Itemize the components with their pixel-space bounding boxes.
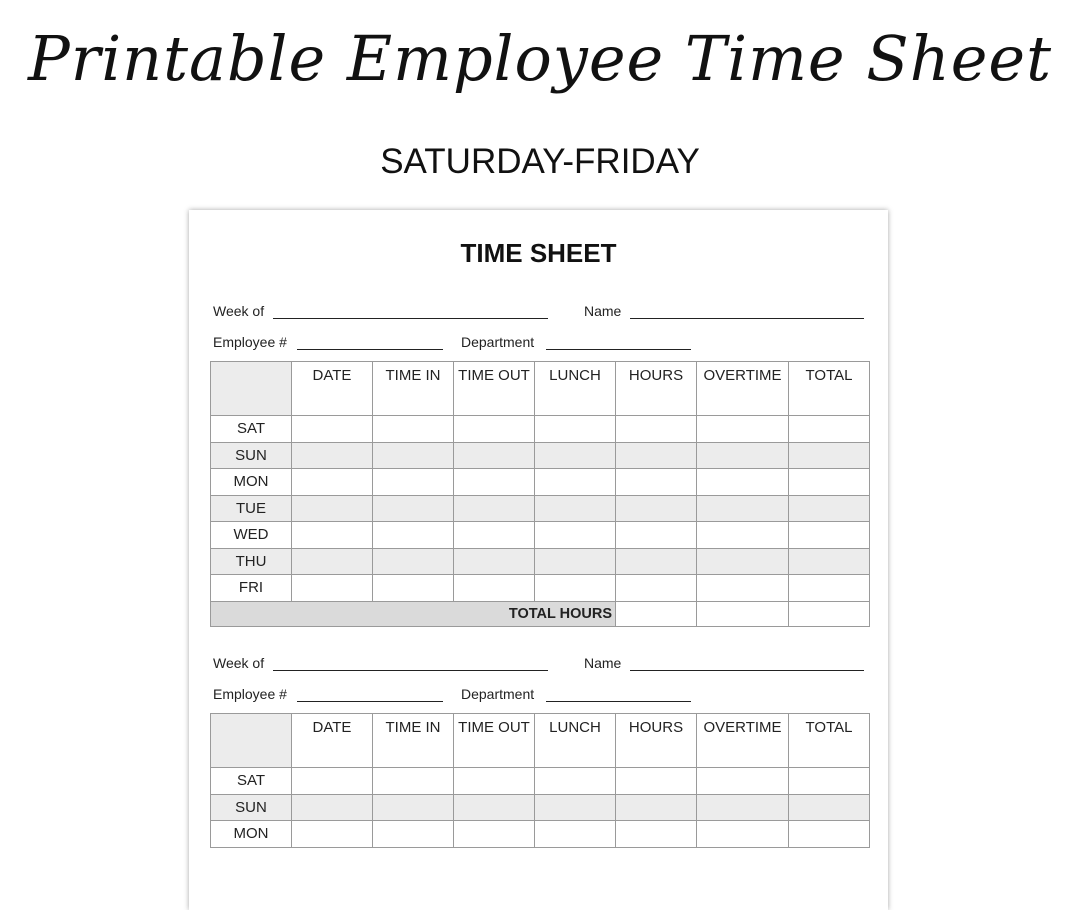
table-cell[interactable] [616,469,697,496]
row-day-label: TUE [211,495,292,522]
table-cell[interactable] [616,575,697,602]
table-cell[interactable] [789,522,870,549]
table-cell[interactable] [789,416,870,443]
timesheet-table [210,713,870,848]
table-cell[interactable] [789,469,870,496]
table-cell[interactable] [373,442,454,469]
table-cell[interactable] [454,768,535,795]
table-cell[interactable] [789,794,870,821]
name-field[interactable] [630,670,864,671]
table-cell[interactable] [697,794,789,821]
employee-number-label: Employee # [213,686,287,702]
column-header-overtime: OVERTIME [697,714,789,768]
table-cell[interactable] [454,522,535,549]
table-cell[interactable] [697,495,789,522]
column-header-lunch: LUNCH [535,362,616,416]
table-cell[interactable] [616,522,697,549]
table-cell[interactable] [373,469,454,496]
name-label: Name [584,303,622,319]
column-header-total: TOTAL [789,714,870,768]
table-cell[interactable] [789,495,870,522]
row-day-label: SUN [211,442,292,469]
table-cell[interactable] [697,416,789,443]
table-row [211,768,870,795]
table-cell[interactable] [292,522,373,549]
column-header-total: TOTAL [789,362,870,416]
table-cell[interactable] [535,469,616,496]
table-row [211,416,870,443]
column-header-time-out: TIME OUT [454,362,535,416]
table-cell[interactable] [292,495,373,522]
table-cell[interactable] [292,469,373,496]
table-cell[interactable] [454,821,535,848]
name-field[interactable] [630,318,864,319]
table-cell[interactable] [373,522,454,549]
total-hours-label: TOTAL HOURS [211,601,616,626]
row-day-label: SAT [211,768,292,795]
department-label: Department [461,686,535,702]
column-header-date: DATE [292,362,373,416]
table-cell[interactable] [789,575,870,602]
column-header-overtime: OVERTIME [697,362,789,416]
page-title: Printable Employee Time Sheet [28,22,1052,95]
table-cell[interactable] [535,768,616,795]
column-header-date: DATE [292,714,373,768]
row-day-label: THU [211,548,292,575]
table-cell[interactable] [535,442,616,469]
table-cell[interactable] [616,768,697,795]
table-cell[interactable] [373,768,454,795]
table-cell[interactable] [535,548,616,575]
table-cell[interactable] [535,794,616,821]
table-row [211,548,870,575]
table-cell[interactable] [373,416,454,443]
column-header-lunch: LUNCH [535,714,616,768]
table-cell[interactable] [454,495,535,522]
timesheet-page [189,210,888,910]
employee-number-field[interactable] [297,349,443,350]
table-cell[interactable] [789,442,870,469]
table-cell[interactable] [697,522,789,549]
table-cell[interactable] [292,575,373,602]
table-cell[interactable] [616,548,697,575]
table-cell[interactable] [697,469,789,496]
week-of-field[interactable] [273,318,548,319]
table-cell[interactable] [454,548,535,575]
table-row [211,522,870,549]
table-cell[interactable] [535,522,616,549]
row-day-label: SUN [211,794,292,821]
table-cell[interactable] [697,442,789,469]
table-cell[interactable] [697,821,789,848]
department-field[interactable] [546,349,691,350]
week-of-field[interactable] [273,670,548,671]
table-cell[interactable] [697,575,789,602]
table-cell[interactable] [697,768,789,795]
table-header-row [211,714,870,768]
header-corner-cell [211,714,292,768]
table-cell[interactable] [373,794,454,821]
table-cell[interactable] [292,442,373,469]
table-cell[interactable] [454,442,535,469]
table-cell[interactable] [697,548,789,575]
header-corner-cell [211,362,292,416]
name-label: Name [584,655,622,671]
row-day-label: FRI [211,575,292,602]
table-row [211,469,870,496]
row-day-label: WED [211,522,292,549]
total-total-cell[interactable] [789,601,870,626]
table-row [211,794,870,821]
table-cell[interactable] [535,821,616,848]
sheet-title: TIME SHEET [460,238,617,268]
table-cell[interactable] [373,495,454,522]
table-row [211,575,870,602]
timesheet-table [210,361,870,627]
table-cell[interactable] [535,575,616,602]
table-row [211,442,870,469]
table-row [211,821,870,848]
week-of-label: Week of [213,655,265,671]
column-header-hours: HOURS [616,362,697,416]
row-day-label: MON [211,469,292,496]
table-cell[interactable] [373,821,454,848]
employee-number-label: Employee # [213,334,287,350]
week-of-label: Week of [213,303,265,319]
table-cell[interactable] [373,548,454,575]
page-subtitle: SATURDAY-FRIDAY [380,142,700,181]
table-cell[interactable] [616,495,697,522]
table-row [211,495,870,522]
table-cell[interactable] [789,821,870,848]
department-label: Department [461,334,535,350]
table-cell[interactable] [535,495,616,522]
column-header-time-out: TIME OUT [454,714,535,768]
column-header-time-in: TIME IN [373,362,454,416]
column-header-hours: HOURS [616,714,697,768]
table-header-row [211,362,870,416]
table-cell[interactable] [373,575,454,602]
total-hours-row [211,601,870,626]
table-cell[interactable] [616,416,697,443]
table-cell[interactable] [292,794,373,821]
table-cell[interactable] [454,469,535,496]
column-header-time-in: TIME IN [373,714,454,768]
table-cell[interactable] [616,794,697,821]
table-cell[interactable] [535,416,616,443]
row-day-label: MON [211,821,292,848]
employee-number-field[interactable] [297,701,443,702]
total-hours-cell[interactable] [616,601,697,626]
table-cell[interactable] [616,821,697,848]
table-cell[interactable] [454,794,535,821]
table-cell[interactable] [789,768,870,795]
row-day-label: SAT [211,416,292,443]
table-cell[interactable] [292,548,373,575]
total-overtime-cell[interactable] [697,601,789,626]
table-cell[interactable] [789,548,870,575]
table-cell[interactable] [292,768,373,795]
department-field[interactable] [546,701,691,702]
table-cell[interactable] [292,821,373,848]
table-cell[interactable] [292,416,373,443]
table-cell[interactable] [454,416,535,443]
table-cell[interactable] [616,442,697,469]
table-cell[interactable] [454,575,535,602]
